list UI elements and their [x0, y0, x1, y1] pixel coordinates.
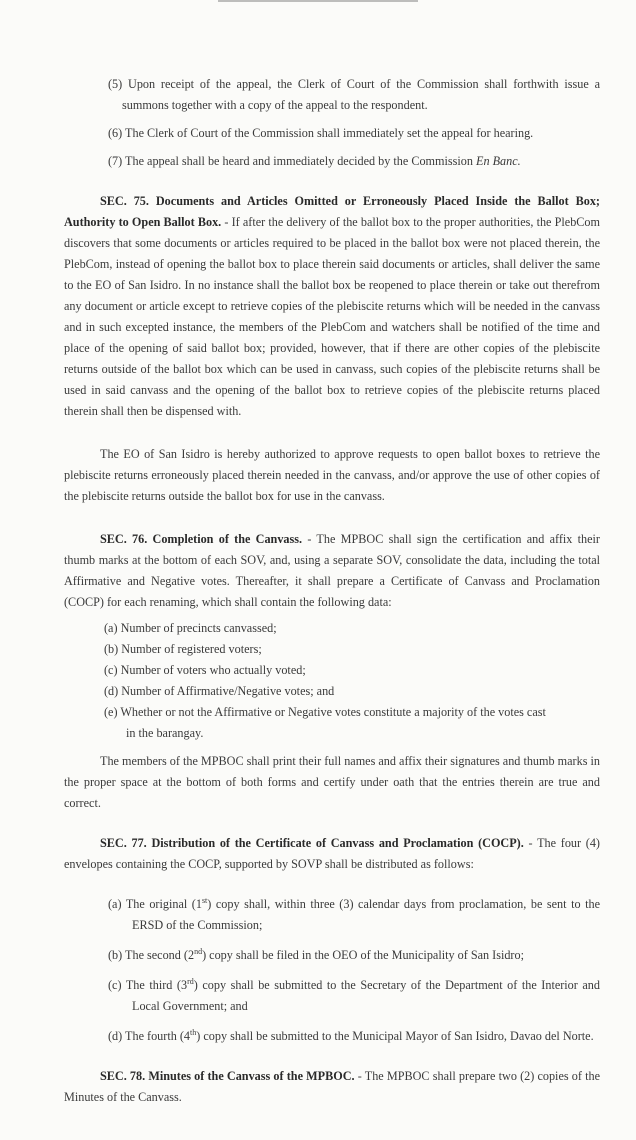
- sec78-paragraph: [64, 1066, 600, 1108]
- list-item-d: (d) Number of Affirmative/Negative votes; and: [104, 684, 335, 698]
- sec77-body: - The four (4) envelopes containing the COCP, supported by SOVP shall be distributed as follows:: [64, 836, 600, 871]
- sec76-data-list: [64, 618, 600, 744]
- distribution-b-pre: (b) The second (2: [108, 948, 195, 962]
- sec75-title: SEC. 75. Documents and Articles Omitted or Erroneously Placed Inside the Ballot Box; Authority to Open Ballot Box.: [64, 194, 600, 229]
- distribution-d-sup: th: [190, 1027, 197, 1037]
- sec76-title: SEC. 76. Completion of the Canvass.: [100, 532, 303, 546]
- item-5: (5) Upon receipt of the appeal, the Clerk of Court of the Commission shall forthwith issue a summons together with a copy of the appeal to the respondent.: [108, 77, 600, 112]
- sec78-body: - The MPBOC shall prepare two (2) copies of the Minutes of the Canvass.: [64, 1069, 600, 1104]
- item-7-text: (7) The appeal shall be heard and immediately decided by the Commission: [108, 154, 477, 168]
- sec78-title: SEC. 78. Minutes of the Canvass of the MPBOC.: [100, 1069, 355, 1083]
- distribution-b-sup: nd: [194, 946, 203, 956]
- distribution-item-c: [64, 975, 600, 1017]
- sec75-paragraph-2: The EO of San Isidro is hereby authorized to approve requests to open ballot boxes to retrieve the plebiscite returns erroneously placed therein needed in the canvass, and/or approve the use of other copies of the plebiscite returns outside the ballot box for use in the canvass.: [64, 447, 600, 503]
- distribution-d-post: ) copy shall be submitted to the Municipal Mayor of San Isidro, Davao del Norte.: [196, 1029, 594, 1043]
- distribution-item-a: [64, 894, 600, 936]
- list-item-a: (a) Number of precincts canvassed;: [104, 621, 277, 635]
- distribution-a-sup: st: [201, 895, 208, 905]
- distribution-d-pre: (d) The fourth (4: [108, 1029, 191, 1043]
- sec76-paragraph-2: The members of the MPBOC shall print their full names and affix their signatures and thumb marks in the proper space at the bottom of both forms and certify under oath that the entries therein are true and correct.: [64, 754, 600, 810]
- distribution-c-pre: (c) The third (3: [108, 978, 188, 992]
- sec76-paragraph: [64, 529, 600, 613]
- distribution-a-post: ) copy shall, within three (3) calendar days from proclamation, be sent to the ERSD of the Commission;: [132, 897, 600, 932]
- distribution-item-b: [64, 945, 600, 966]
- document-page: [64, 74, 600, 1108]
- list-item-b: (b) Number of registered voters;: [104, 642, 262, 656]
- top-edge-line: [218, 0, 418, 2]
- list-item-e-continued: in the barangay.: [126, 726, 204, 740]
- list-item-e: (e) Whether or not the Affirmative or Negative votes constitute a majority of the votes cast: [104, 705, 546, 719]
- list-item-c: (c) Number of voters who actually voted;: [104, 663, 306, 677]
- distribution-c-post: ) copy shall be submitted to the Secretary of the Department of the Interior and Local Government; and: [132, 978, 600, 1013]
- distribution-c-sup: rd: [187, 976, 194, 986]
- distribution-a-pre: (a) The original (1: [108, 897, 202, 911]
- sec76-body: - The MPBOC shall sign the certification and affix their thumb marks at the bottom of each SOV, and, using a separate SOV, consolidate the data, including the total Affirmative and Negative votes. Thereafter, it shall prepare a Certificate of Canvass and Proclamation (COCP) for each renaming, which shall contain the following data:: [64, 532, 600, 609]
- item-7-en-banc: En Banc.: [476, 154, 521, 168]
- sec75-paragraph: [64, 191, 600, 422]
- sec77-title: SEC. 77. Distribution of the Certificate of Canvass and Proclamation (COCP).: [100, 836, 524, 850]
- distribution-b-post: ) copy shall be filed in the OEO of the Municipality of San Isidro;: [202, 948, 524, 962]
- sec77-paragraph: [64, 833, 600, 875]
- distribution-item-d: [64, 1026, 600, 1047]
- sec75-body: - If after the delivery of the ballot box to the proper authorities, the PlebCom discovers that some documents or articles required to be placed in the ballot box were not placed therein, the PlebCom, instead of opening the ballot box to place therein said documents or articles, shall deliver the same to the EO of San Isidro. In no instance shall the ballot box be reopened to place therein or take out therefrom any document or article except to retrieve copies of the plebiscite returns which will be needed in the canvass and in such excepted instance, the members of the PlebCom and watchers shall be notified of the time and place of the opening of said ballot box; provided, however, that if there are other copies of the plebiscite returns outside of the ballot box which can be used in canvass, such copies of the plebiscite returns shall be used in said canvass and the opening of the ballot box to retrieve copies of the plebiscite returns placed therein shall then be dispensed with.: [64, 215, 600, 418]
- item-7: [64, 151, 600, 172]
- item-6: (6) The Clerk of Court of the Commission shall immediately set the appeal for hearing.: [108, 126, 534, 140]
